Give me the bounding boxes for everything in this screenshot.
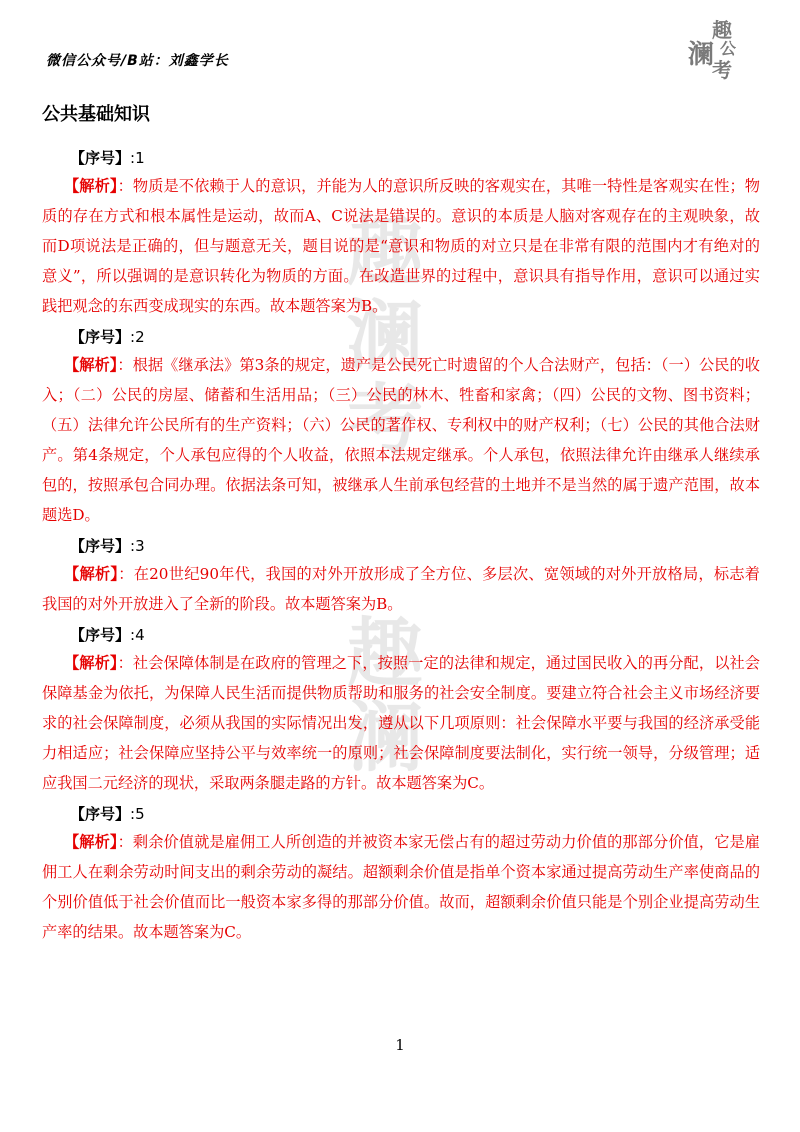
watermark-char-2: 澜 [347,291,423,380]
sequence-number: 【序号】:4 [70,626,145,644]
sequence-number: 【序号】:1 [70,149,145,167]
answer-entry-4 [42,623,760,798]
answer-list [42,146,760,951]
sequence-number: 【序号】:2 [70,328,145,346]
logo-char-3: 公 [720,39,737,58]
analysis-paragraph: 【解析】：根据《继承法》第3条的规定，遗产是公民死亡时遗留的个人合法财产，包括：（一）公民的收入；（二）公民的房屋、储蓄和生活用品；（三）公民的林木、牲畜和家禽；（四）公民的文物、图书资料；（五）法律允许公民所有的生产资料；（六）公民的著作权、专利权中的财产权利；（七）公民的其他合法财产。第4条规定，个人承包应得的个人收益，依照本法规定继承。个人承包，依照法律允许由继承人继续承包的，按照承包合同办理。依据法条可知，被继承人生前承包经营的土地并不是当然的属于遗产范围，故本题选D。 [42,356,760,524]
analysis-paragraph: 【解析】：社会保障体制是在政府的管理之下，按照一定的法律和规定，通过国民收入的再分配，以社会保障基金为依托，为保障人民生活而提供物质帮助和服务的社会安全制度。要建立符合社会主义市场经济要求的社会保障制度，必须从我国的实际情况出发，遵从以下几项原则：社会保障水平要与我国的经济承受能力相适应；社会保障应坚持公平与效率统一的原则；社会保障制度要法制化，实行统一领导，分级管理；适应我国二元经济的现状，采取两条腿走路的方针。故本题答案为C。 [42,654,760,792]
answer-entry-1 [42,146,760,321]
logo-char-4: 考 [712,58,732,82]
analysis-paragraph: 【解析】：物质是不依赖于人的意识，并能为人的意识所反映的客观实在，其唯一特性是客观实在性；物质的存在方式和根本属性是运动，故而A、C说法是错误的。意识的本质是人脑对客观存在的主观映象，故而D项说法是正确的，但与题意无关，题目说的是“意识和物质的对立只是在非常有限的范围内才有绝对的意义”，所以强调的是意识转化为物质的方面。在改造世界的过程中，意识具有指导作用，意识可以通过实践把观念的东西变成现实的东西。故本题答案为B。 [42,177,760,315]
watermark-char-3: 考 [347,375,423,464]
watermark-char-4: 趣 [347,609,423,698]
sequence-number: 【序号】:3 [70,537,145,555]
answer-entry-5 [42,802,760,947]
watermark-char-1: 趣 [347,207,423,296]
brand-logo [688,14,754,80]
header-account-text: 微信公众号/B站：刘鑫学长 [46,53,229,69]
page-number: 1 [395,1036,405,1054]
answer-entry-3 [42,534,760,619]
watermark-char-5: 澜 [347,693,423,782]
sequence-number: 【序号】:5 [70,805,145,823]
answer-entry-2 [42,325,760,530]
logo-char-2: 澜 [688,40,715,70]
analysis-paragraph: 【解析】：剩余价值就是雇佣工人所创造的并被资本家无偿占有的超过劳动力价值的那部分价值，它是雇佣工人在剩余劳动时间支出的剩余劳动的凝结。超额剩余价值是指单个资本家通过提高劳动生产率使商品的个别价值低于社会价值而比一般资本家多得的那部分价值。故而，超额剩余价值只能是个别企业提高劳动生产率的结果。故本题答案为C。 [42,833,760,941]
analysis-paragraph: 【解析】：在20世纪90年代，我国的对外开放形成了全方位、多层次、宽领域的对外开放格局，标志着我国的对外开放进入了全新的阶段。故本题答案为B。 [42,565,760,613]
section-title: 公共基础知识 [42,104,150,125]
logo-char-1: 趣 [712,18,732,42]
